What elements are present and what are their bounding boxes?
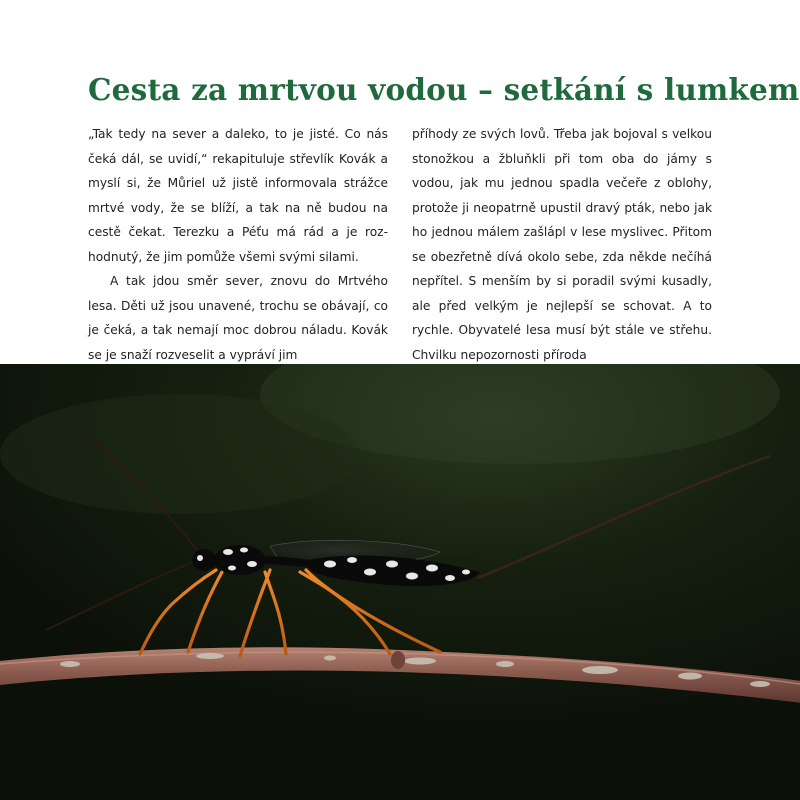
paragraph: A tak jdou směr sever, znovu do Mrtvého lesa. Děti už jsou unavené, trochu se obávají, co je čeká, a tak nemají moc dobrou náladu. Kovák se je snaží rozveselit a vypráví jim <box>88 274 388 362</box>
text-column-right <box>412 122 712 367</box>
text-column-left <box>88 122 388 367</box>
insect-photo <box>0 364 800 800</box>
ichneumon-wasp-illustration <box>0 364 800 800</box>
chapter-title: Cesta za mrtvou vodou – setkání s lumkem <box>88 72 800 107</box>
paragraph: příhody ze svých lovů. Třeba jak bojoval s velkou stonožkou a žbluňkli při tom oba do jámy s vodou, jak mu jednou spadla večeře z oblohy, protože ji neopatrně upustil dravý pták, nebo jak ho jednou málem zašlápl v lese myslivec. Přitom se obezřetně dívá okolo sebe, zda někde nečíhá nepřítel. S menším by si poradil svými kusadly, ale před velkým je nejlepší se schovat. A to rychle. Obyvatelé lesa musí být stále ve střehu. Chvilku nepozornosti příroda <box>412 127 712 362</box>
paragraph: „Tak tedy na sever a daleko, to je jisté. Co nás čeká dál, se uvidí,“ rekapituluje střevlík Kovák a myslí si, že Můriel už jistě informovala strážce mrtvé vody, že se blíží, a tak na ně budou na cestě čekat. Terezku a Péťu má rád a je rozhodnutý, že jim pomůže všemi svými silami. <box>88 127 388 264</box>
